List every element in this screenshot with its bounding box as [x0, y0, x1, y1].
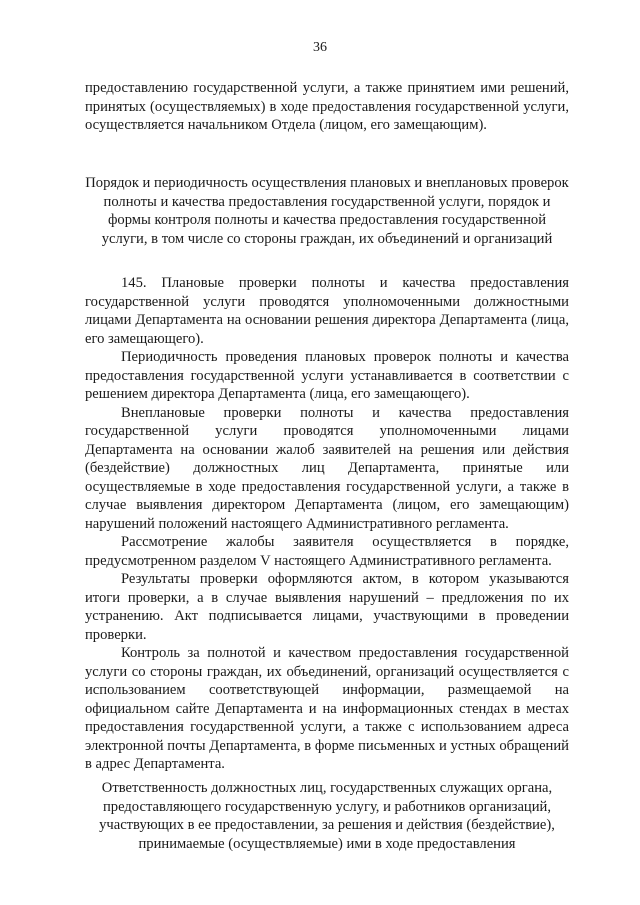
body-block: [85, 274, 569, 774]
paragraph-inspection-results: Результаты проверки оформляются актом, в котором указываются итоги проверки, а в случае выявления нарушений – предложения по их устранению. Акт подписывается лицами, участвующими в проведении проверки.: [85, 571, 569, 643]
paragraph-public-control: Контроль за полнотой и качеством предоставления государственной услуги со стороны граждан, их объединений, организаций осуществляется с использованием соответствующей информации, размещаемой на официальном сайте Департамента и на информационных стендах в местах предоставления государственной услуги, а также с использованием адреса электронной почты Департамента, в форме письменных и устных обращений в адрес Департамента.: [85, 645, 569, 772]
paragraph-complaint-review: Рассмотрение жалобы заявителя осуществляется в порядке, предусмотренном разделом V настоящего Административного регламента.: [85, 534, 569, 569]
paragraph-periodicity: Периодичность проведения плановых проверок полноты и качества предоставления государственной услуги устанавливается в соответствии с решением директора Департамента (лица, его замещающего).: [85, 349, 569, 402]
section-heading-block-2: [85, 779, 569, 853]
section-heading-block: [85, 174, 569, 248]
section-heading-responsibility: Ответственность должностных лиц, государственных служащих органа, предоставляющего государственную услугу, и работников организаций, участвующих в ее предоставлении, за решения и действия (бездействие), принимаемые (осуществляемые) ими в ходе предоставления: [99, 780, 555, 852]
continuation-paragraph: предоставлению государственной услуги, а также принятием ими решений, принятых (осуществляемых) в ходе предоставления государственной услуги, осуществляется начальником Отдела (лицом, его замещающим).: [85, 80, 569, 133]
section-heading-inspections: Порядок и периодичность осуществления плановых и внеплановых проверок полноты и качества предоставления государственной услуги, порядок и формы контроля полноты и качества предоставления государственной услуги, в том числе со стороны граждан, их объединений и организаций: [85, 175, 569, 247]
paragraph-145-planned-inspections: 145. Плановые проверки полноты и качества предоставления государственной услуги проводятся уполномоченными должностными лицами Департамента на основании решения директора Департамента (лица, его замещающего).: [85, 275, 569, 347]
paragraph-unscheduled-inspections: Внеплановые проверки полноты и качества предоставления государственной услуги проводятся уполномоченными лицами Департамента на основании жалоб заявителей на решения или действия (бездействие) должностных лиц Департамента, принятые или осуществляемые в ходе предоставления государственной услуги, а также в случае выявления директором Департамента (лицом, его замещающим) нарушений положений настоящего Административного регламента.: [85, 404, 569, 532]
continuation-block: [85, 79, 569, 135]
page-number: 36: [313, 40, 327, 55]
